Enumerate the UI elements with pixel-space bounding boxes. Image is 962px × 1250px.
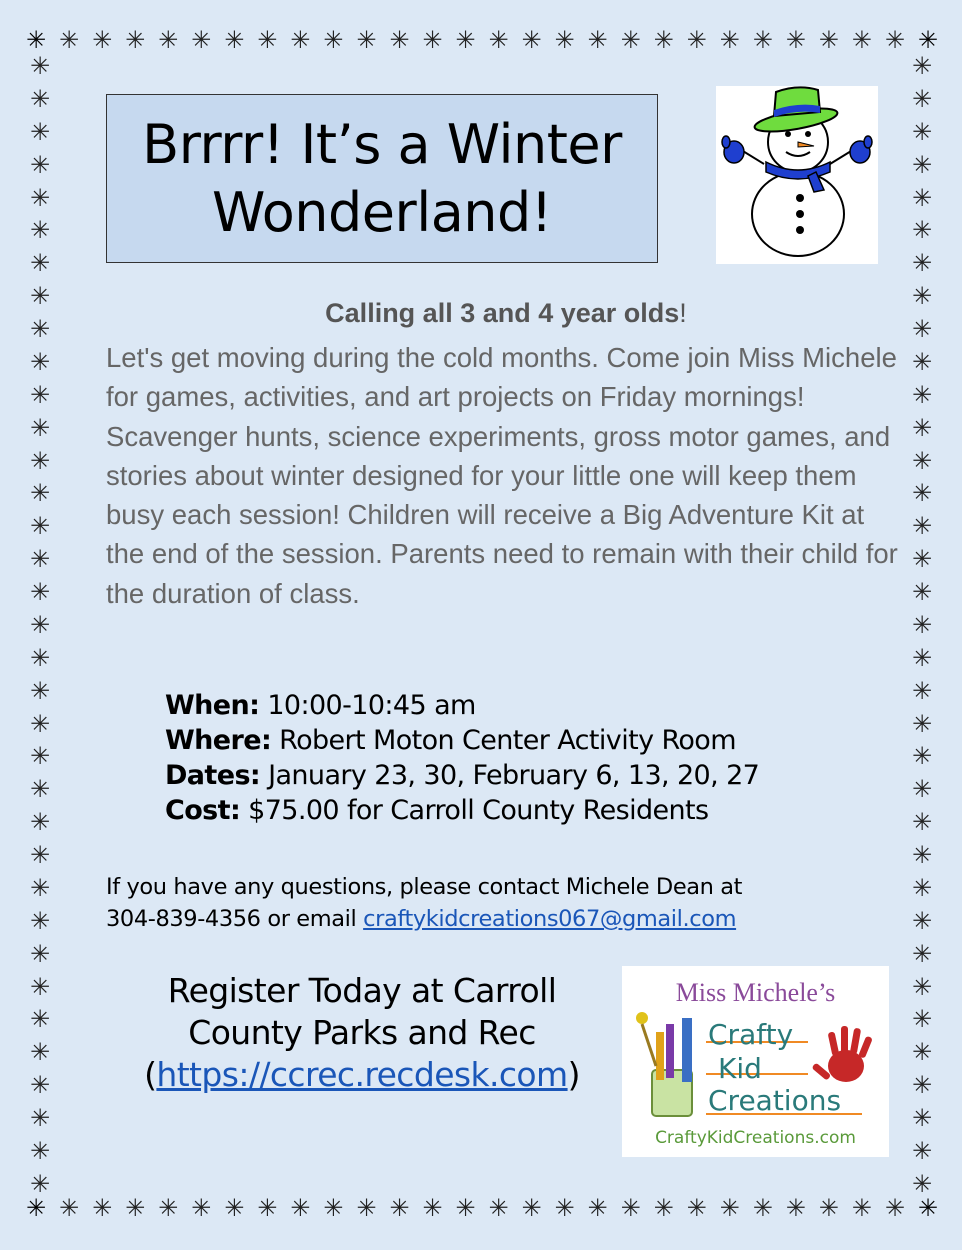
snowflake-icon: ✳ [224,1194,245,1222]
snowflake-icon: ✳ [521,26,542,54]
page-title [142,111,622,247]
snowflake-icon: ✳ [29,52,51,80]
contact-info [106,871,866,935]
snowflake-icon: ✳ [686,1194,707,1222]
snowflake-icon: ✳ [884,26,905,54]
snowflake-icon: ✳ [191,26,212,54]
register-callout [106,970,618,1096]
snowflake-icon: ✳ [29,775,51,804]
snowflake-icon: ✳ [911,972,933,1001]
contact-line-1: If you have any questions, please contact Michele Dean at [106,874,743,900]
snowflake-icon: ✳ [29,676,51,705]
snowflake-icon: ✳ [29,282,51,311]
snowflake-icon: ✳ [620,26,641,54]
snowflake-icon: ✳ [488,1194,509,1222]
snowflake-icon: ✳ [911,479,933,508]
snowflake-icon: ✳ [59,26,80,54]
snowflake-icon: ✳ [752,26,773,54]
snowflake-icon: ✳ [911,1005,933,1034]
contact-phone: 304-839-4356 or email [106,906,364,932]
snowflake-icon: ✳ [653,26,674,54]
register-open-paren: ( [144,1055,157,1094]
snowflake-icon: ✳ [422,26,443,54]
snowflake-icon: ✳ [911,446,933,475]
when-label: When: [165,690,260,721]
snowflake-icon: ✳ [620,1194,641,1222]
snowflake-icon: ✳ [389,26,410,54]
snowflake-icon: ✳ [29,380,51,409]
snowflake-icon: ✳ [323,1194,344,1222]
snowflake-icon: ✳ [125,26,146,54]
snowflake-icon: ✳ [911,282,933,311]
where-row [165,723,759,758]
snowflake-icon: ✳ [719,26,740,54]
snowflake-icon: ✳ [29,413,51,442]
snowflake-icon: ✳ [911,709,933,738]
snowflake-icon: ✳ [59,1194,80,1222]
snowflake-icon: ✳ [389,1194,410,1222]
description: Let's get moving during the cold months. Come join Miss Michele for games, activities, and art projects on Friday mornings! Scavenger hunts, science experiments, gross motor games, and stories about winter designed for your little one will keep them busy each session! Children will receive a Big Adventure Kit at the end of the session. Parents need to remain with their child for the duration of class. [106,342,898,609]
snowflake-icon: ✳ [884,1194,905,1222]
snowflake-icon: ✳ [911,1071,933,1100]
when-row [165,688,759,723]
border-top [26,26,938,54]
snowflake-icon: ✳ [29,249,51,278]
where-label: Where: [165,725,272,756]
title-line-1: Brrrr! It’s a Winter [142,112,622,176]
snowflake-icon: ✳ [851,26,872,54]
email-link[interactable]: craftykidcreations067@gmail.com [363,906,737,932]
snowflake-icon: ✳ [911,906,933,935]
snowflake-icon: ✳ [587,1194,608,1222]
snowflake-icon: ✳ [290,26,311,54]
snowflake-icon: ✳ [29,1071,51,1100]
snowflake-icon: ✳ [290,1194,311,1222]
snowflake-icon: ✳ [911,841,933,869]
cost-value: $75.00 for Carroll County Residents [248,795,709,826]
snowflake-icon: ✳ [29,1104,51,1132]
snowflake-icon: ✳ [29,512,51,541]
snowflake-icon: ✳ [29,1038,51,1067]
snowflake-icon: ✳ [29,906,51,935]
when-value: 10:00-10:45 am [267,690,476,721]
border-right [908,54,936,1196]
snowflake-icon: ✳ [26,1194,47,1222]
logo-name: Miss Michele’s [675,978,836,1007]
snowflake-icon: ✳ [29,1136,51,1165]
snowflake-icon: ✳ [29,315,51,343]
cost-label: Cost: [165,795,241,826]
snowflake-icon: ✳ [911,512,933,541]
calling-heading [106,298,906,329]
snowflake-icon: ✳ [257,1194,278,1222]
snowflake-icon: ✳ [554,26,575,54]
snowflake-icon: ✳ [29,84,51,113]
snowflake-icon: ✳ [29,183,51,212]
snowflake-icon: ✳ [29,347,51,376]
snowflake-icon: ✳ [488,26,509,54]
snowflake-icon: ✳ [158,26,179,54]
snowflake-icon: ✳ [587,26,608,54]
snowflake-icon: ✳ [92,1194,113,1222]
snowflake-icon: ✳ [911,775,933,804]
snowflake-icon: ✳ [911,643,933,672]
snowflake-icon: ✳ [26,26,47,54]
snowflake-icon: ✳ [719,1194,740,1222]
snowflake-icon: ✳ [911,150,933,179]
snowflake-icon: ✳ [911,578,933,606]
snowflake-icon: ✳ [653,1194,674,1222]
snowflake-icon: ✳ [911,1038,933,1067]
snowflake-icon: ✳ [752,1194,773,1222]
snowflake-icon: ✳ [29,808,51,837]
snowflake-icon: ✳ [455,26,476,54]
snowflake-icon: ✳ [29,610,51,639]
snowflake-icon: ✳ [785,1194,806,1222]
snowflake-icon: ✳ [911,52,933,80]
register-line-1: Register Today at Carroll [167,971,557,1010]
snowflake-icon: ✳ [29,939,51,968]
snowflake-icon: ✳ [911,939,933,968]
snowflake-icon: ✳ [911,742,933,771]
snowflake-icon: ✳ [785,26,806,54]
snowflake-icon: ✳ [911,1104,933,1132]
cost-row [165,793,759,828]
snowflake-icon: ✳ [455,1194,476,1222]
snowflake-icon: ✳ [29,873,51,902]
snowflake-icon: ✳ [917,26,938,54]
dates-row [165,758,759,793]
snowflake-icon: ✳ [257,26,278,54]
snowflake-icon: ✳ [191,1194,212,1222]
snowflake-icon: ✳ [356,1194,377,1222]
snowflake-icon: ✳ [29,972,51,1001]
snowflake-icon: ✳ [29,545,51,574]
snowflake-icon: ✳ [911,84,933,113]
snowflake-icon: ✳ [911,380,933,409]
snowflake-icon: ✳ [818,1194,839,1222]
logo-word-crafty: Crafty [708,1018,794,1051]
snowflake-icon: ✳ [224,26,245,54]
logo-word-creations: Creations [708,1084,842,1117]
snowman-illustration [716,86,878,264]
snowflake-icon: ✳ [851,1194,872,1222]
snowflake-icon: ✳ [29,1005,51,1034]
snowflake-icon: ✳ [911,1136,933,1165]
snowflake-icon: ✳ [911,676,933,705]
snowflake-icon: ✳ [29,446,51,475]
snowflake-icon: ✳ [323,26,344,54]
calling-bold: Calling all 3 and 4 year olds [325,298,680,328]
where-value: Robert Moton Center Activity Room [279,725,736,756]
snowflake-icon: ✳ [911,873,933,902]
snowflake-icon: ✳ [29,479,51,508]
snowflake-icon: ✳ [911,610,933,639]
snowflake-icon: ✳ [818,26,839,54]
register-line-2: County Parks and Rec [188,1013,536,1052]
snowflake-icon: ✳ [158,1194,179,1222]
snowflake-icon: ✳ [29,742,51,771]
snowflake-icon: ✳ [92,26,113,54]
snowflake-icon: ✳ [911,347,933,376]
dates-value: January 23, 30, February 6, 13, 20, 27 [268,760,760,791]
crafty-kid-creations-logo [622,966,889,1157]
snowflake-icon: ✳ [29,578,51,606]
snowflake-icon: ✳ [29,643,51,672]
snowflake-icon: ✳ [29,1169,51,1198]
snowflake-icon: ✳ [911,117,933,146]
snowflake-icon: ✳ [29,150,51,179]
calling-suffix: ! [679,298,687,328]
snowflake-icon: ✳ [911,216,933,245]
snowflake-icon: ✳ [356,26,377,54]
snowflake-icon: ✳ [29,216,51,245]
snowman-icon [716,86,878,264]
snowflake-icon: ✳ [29,709,51,738]
snowflake-icon: ✳ [554,1194,575,1222]
snowflake-icon: ✳ [422,1194,443,1222]
snowflake-icon: ✳ [29,117,51,146]
title-box [106,94,658,263]
snowflake-icon: ✳ [521,1194,542,1222]
snowflake-icon: ✳ [911,249,933,278]
snowflake-icon: ✳ [125,1194,146,1222]
snowflake-icon: ✳ [29,841,51,869]
border-left [26,54,54,1196]
snowflake-icon: ✳ [911,315,933,343]
snowflake-icon: ✳ [911,808,933,837]
logo-word-kid: Kid [718,1052,762,1085]
snowflake-icon: ✳ [911,183,933,212]
title-line-2: Wonderland! [212,180,552,244]
register-link[interactable]: https://ccrec.recdesk.com [156,1055,568,1094]
register-close-paren: ) [567,1055,580,1094]
snowflake-icon: ✳ [911,413,933,442]
dates-label: Dates: [165,760,261,791]
snowflake-icon: ✳ [911,545,933,574]
snowflake-icon: ✳ [917,1194,938,1222]
snowflake-icon: ✳ [686,26,707,54]
border-bottom [26,1194,938,1222]
event-details [165,688,759,828]
snowflake-icon: ✳ [911,1169,933,1198]
logo-url: CraftyKidCreations.com [655,1128,856,1148]
